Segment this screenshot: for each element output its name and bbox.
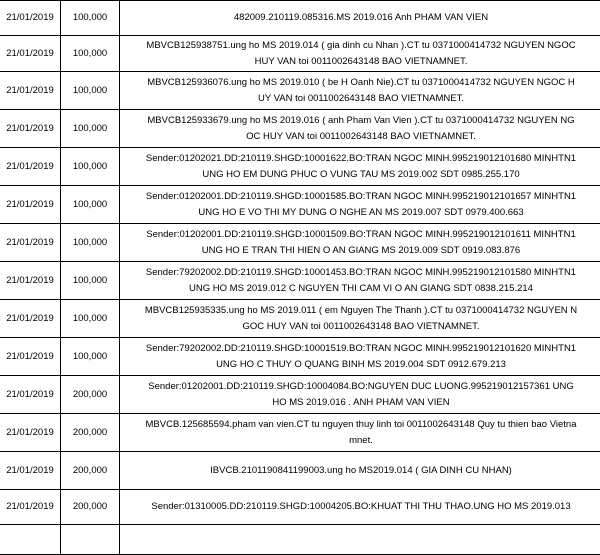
- table-row: [0, 338, 600, 376]
- date-cell: [0, 525, 61, 555]
- amount-cell: 200,000: [61, 490, 120, 525]
- table-row: [0, 186, 600, 224]
- date-cell: 21/01/2019: [0, 110, 61, 148]
- table-row: [0, 525, 600, 555]
- date-cell: 21/01/2019: [0, 414, 61, 452]
- table-row: [0, 1, 600, 36]
- description-cell: MBVCB125936076.ung ho MS 2019.010 ( be H Oanh Nie).CT tu 0371000414732 NGUYEN NGOC HUY VAN toi 0011002643148 BAO VIETNAMNET.: [120, 72, 600, 110]
- amount-cell: 100,000: [61, 72, 120, 110]
- description-cell: MBVCB125938751.ung ho MS 2019.014 ( gia dinh cu Nhan ).CT tu 0371000414732 NGUYEN NGOC HUY VAN toi 0011002643148 BAO VIETNAMNET.: [120, 36, 600, 72]
- table-row: [0, 262, 600, 300]
- date-cell: 21/01/2019: [0, 36, 61, 72]
- amount-cell: 100,000: [61, 300, 120, 338]
- amount-cell: 100,000: [61, 36, 120, 72]
- amount-cell: 100,000: [61, 110, 120, 148]
- description-cell: Sender:01202021.DD:210119.SHGD:10001622.BO:TRAN NGOC MINH.995219012101680 MINHTN1 UNG HO EM DUNG PHUC O VUNG TAU MS 2019.002 SDT 0985.255.170: [120, 148, 600, 186]
- table-row: [0, 36, 600, 72]
- date-cell: 21/01/2019: [0, 262, 61, 300]
- description-cell: [120, 525, 600, 555]
- description-cell: MBVCB125935335.ung ho MS 2019.011 ( em Nguyen The Thanh ).CT tu 0371000414732 NGUYEN NGOC HUY VAN toi 0011002643148 BAO VIETNAMNET.: [120, 300, 600, 338]
- date-cell: 21/01/2019: [0, 72, 61, 110]
- date-cell: 21/01/2019: [0, 148, 61, 186]
- table-row: [0, 376, 600, 414]
- amount-cell: 100,000: [61, 186, 120, 224]
- description-cell: MBVCB125933679.ung ho MS 2019.016 ( anh Pham Van Vien ).CT tu 0371000414732 NGUYEN NGOC HUY VAN toi 0011002643148 BAO VIETNAMNET.: [120, 110, 600, 148]
- date-cell: 21/01/2019: [0, 338, 61, 376]
- description-cell: 482009.210119.085316.MS 2019.016 Anh PHAM VAN VIEN: [120, 1, 600, 36]
- amount-cell: 100,000: [61, 148, 120, 186]
- table-row: [0, 72, 600, 110]
- amount-cell: 100,000: [61, 1, 120, 36]
- amount-cell: 200,000: [61, 414, 120, 452]
- table-row: [0, 224, 600, 262]
- date-cell: 21/01/2019: [0, 186, 61, 224]
- description-cell: MBVCB.125685594.pham van vien.CT tu nguyen thuy linh toi 0011002643148 Quy tu thien bao Vietnamnet.: [120, 414, 600, 452]
- table-row: [0, 414, 600, 452]
- amount-cell: 100,000: [61, 338, 120, 376]
- description-cell: Sender:01202001.DD:210119.SHGD:10001509.BO:TRAN NGOC MINH.995219012101611 MINHTN1 UNG HO E TRAN THI HIEN O AN GIANG MS 2019.009 SDT 0919.083.876: [120, 224, 600, 262]
- date-cell: 21/01/2019: [0, 490, 61, 525]
- amount-cell: 200,000: [61, 452, 120, 490]
- description-cell: Sender:01310005.DD:210119.SHGD:10004205.BO:KHUAT THI THU THAO.UNG HO MS 2019.013: [120, 490, 600, 525]
- date-cell: 21/01/2019: [0, 376, 61, 414]
- ledger-body: [0, 1, 600, 555]
- amount-cell: 200,000: [61, 376, 120, 414]
- table-row: [0, 452, 600, 490]
- amount-cell: 100,000: [61, 224, 120, 262]
- date-cell: 21/01/2019: [0, 224, 61, 262]
- amount-cell: [61, 525, 120, 555]
- table-row: [0, 490, 600, 525]
- date-cell: 21/01/2019: [0, 300, 61, 338]
- description-cell: Sender:01202001.DD:210119.SHGD:10004084.BO:NGUYEN DUC LUONG.995219012157361 UNG HO MS 2019.016 . ANH PHAM VAN VIEN: [120, 376, 600, 414]
- date-cell: 21/01/2019: [0, 452, 61, 490]
- description-cell: Sender:79202002.DD:210119.SHGD:10001519.BO:TRAN NGOC MINH.995219012101620 MINHTN1 UNG HO C THUY O QUANG BINH MS 2019.004 SDT 0912.679.213: [120, 338, 600, 376]
- table-row: [0, 110, 600, 148]
- table-row: [0, 300, 600, 338]
- table-row: [0, 148, 600, 186]
- description-cell: Sender:79202002.DD:210119.SHGD:10001453.BO:TRAN NGOC MINH.995219012101580 MINHTN1 UNG HO MS 2019.012 C NGUYEN THI CAM VI O AN GIANG SDT 0838.215.214: [120, 262, 600, 300]
- description-cell: Sender:01202001.DD:210119.SHGD:10001585.BO:TRAN NGOC MINH.995219012101657 MINHTN1 UNG HO E VO THI MY DUNG O NGHE AN MS 2019.007 SDT 0979.400.663: [120, 186, 600, 224]
- description-cell: IBVCB.2101190841199003.ung ho MS2019.014 ( GIA DINH CU NHAN): [120, 452, 600, 490]
- date-cell: 21/01/2019: [0, 1, 61, 36]
- amount-cell: 100,000: [61, 262, 120, 300]
